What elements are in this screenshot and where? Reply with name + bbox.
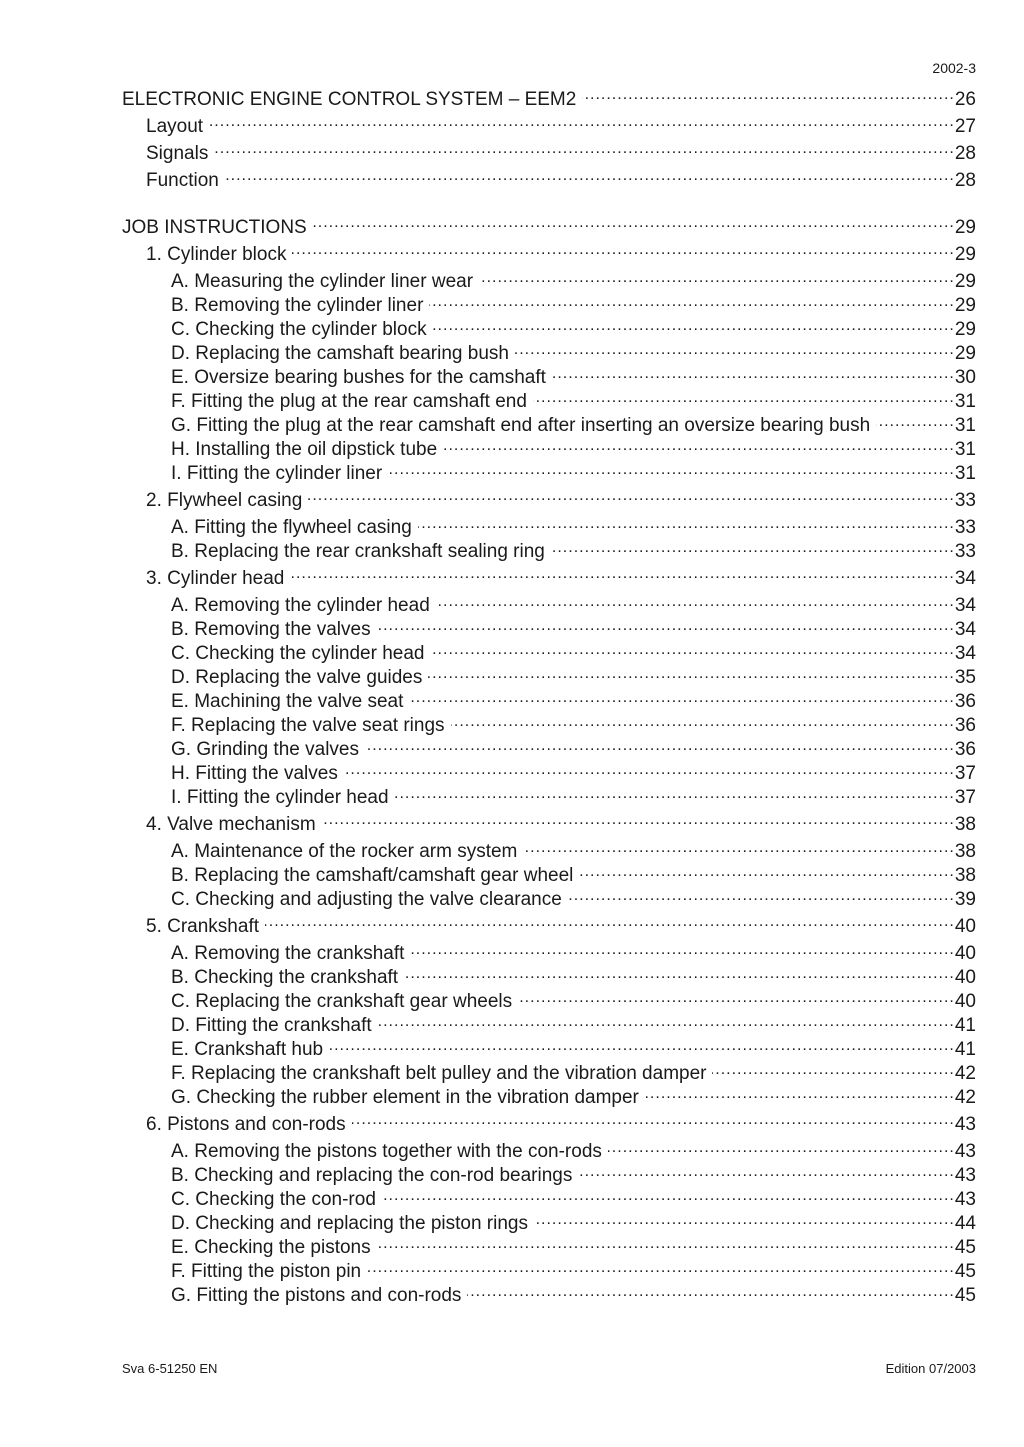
toc-item[interactable] xyxy=(122,886,976,910)
toc-item[interactable] xyxy=(122,1162,976,1186)
toc-item[interactable] xyxy=(122,1060,976,1084)
toc-dot-leader xyxy=(579,862,954,881)
toc-title: B. Replacing the rear crankshaft sealing ring xyxy=(171,541,545,562)
toc-dot-leader xyxy=(409,688,955,707)
toc-page-number: 36 xyxy=(954,739,976,760)
table-of-contents xyxy=(122,86,976,1306)
toc-chapter[interactable] xyxy=(122,140,976,167)
toc-dot-leader xyxy=(313,214,955,233)
toc-item[interactable] xyxy=(122,1234,976,1258)
toc-chapter[interactable] xyxy=(122,811,976,838)
toc-page-number: 39 xyxy=(954,889,976,910)
toc-title: C. Checking the cylinder head xyxy=(171,643,425,664)
toc-item[interactable] xyxy=(122,538,976,562)
toc-title: C. Replacing the crankshaft gear wheels xyxy=(171,991,513,1012)
toc-item[interactable] xyxy=(122,364,976,388)
toc-item[interactable] xyxy=(122,1012,976,1036)
toc-dot-leader xyxy=(479,268,955,287)
toc-page-number: 33 xyxy=(954,517,976,538)
toc-item[interactable] xyxy=(122,1138,976,1162)
toc-item[interactable] xyxy=(122,988,976,1012)
toc-title: A. Removing the cylinder head xyxy=(171,595,430,616)
toc-dot-leader xyxy=(515,340,955,359)
toc-title: 4. Valve mechanism xyxy=(146,814,316,835)
toc-title: B. Checking the crankshaft xyxy=(171,967,399,988)
toc-chapter[interactable] xyxy=(122,241,976,268)
toc-title: 5. Crankshaft xyxy=(146,916,259,937)
toc-dot-leader xyxy=(378,1012,955,1031)
toc-dot-leader xyxy=(534,1210,955,1229)
toc-title: D. Checking and replacing the piston rings xyxy=(171,1213,528,1234)
toc-item[interactable] xyxy=(122,688,976,712)
toc-item[interactable] xyxy=(122,760,976,784)
toc-item[interactable] xyxy=(122,712,976,736)
toc-page-number: 31 xyxy=(954,391,976,412)
toc-page-number: 27 xyxy=(954,116,976,137)
toc-title: Function xyxy=(146,170,219,191)
toc-title: D. Fitting the crankshaft xyxy=(171,1015,372,1036)
toc-item[interactable] xyxy=(122,1036,976,1060)
toc-title: A. Removing the pistons together with the con-rods xyxy=(171,1141,602,1162)
toc-title: H. Installing the oil dipstick tube xyxy=(171,439,438,460)
toc-dot-leader xyxy=(433,316,955,335)
toc-page-number: 30 xyxy=(954,367,976,388)
toc-item[interactable] xyxy=(122,838,976,862)
toc-page-number: 31 xyxy=(954,439,976,460)
toc-dot-leader xyxy=(523,838,954,857)
toc-page-number: 40 xyxy=(954,943,976,964)
toc-item[interactable] xyxy=(122,388,976,412)
toc-dot-leader xyxy=(377,1234,955,1253)
toc-title: 3. Cylinder head xyxy=(146,568,285,589)
toc-title: I. Fitting the cylinder liner xyxy=(171,463,383,484)
toc-chapter[interactable] xyxy=(122,487,976,514)
toc-page-number: 34 xyxy=(954,568,976,589)
toc-page-number: 41 xyxy=(954,1039,976,1060)
toc-dot-leader xyxy=(377,616,955,635)
toc-title: 1. Cylinder block xyxy=(146,244,287,265)
toc-title: G. Grinding the valves xyxy=(171,739,359,760)
toc-dot-leader xyxy=(518,988,955,1007)
toc-title: B. Removing the cylinder liner xyxy=(171,295,424,316)
toc-page-number: 38 xyxy=(954,865,976,886)
toc-item[interactable] xyxy=(122,736,976,760)
toc-title: H. Fitting the valves xyxy=(171,763,338,784)
toc-dot-leader xyxy=(645,1084,955,1103)
toc-page-number: 31 xyxy=(954,415,976,436)
toc-page-number: 34 xyxy=(954,619,976,640)
toc-dot-leader xyxy=(365,736,955,755)
toc-item[interactable] xyxy=(122,316,976,340)
toc-item[interactable] xyxy=(122,940,976,964)
toc-page-number: 29 xyxy=(954,244,976,265)
toc-title: Layout xyxy=(146,116,204,137)
toc-dot-leader xyxy=(451,712,955,731)
toc-title: A. Fitting the flywheel casing xyxy=(171,517,412,538)
toc-title: I. Fitting the cylinder head xyxy=(171,787,389,808)
toc-title: B. Checking and replacing the con-rod bearings xyxy=(171,1165,573,1186)
toc-page-number: 29 xyxy=(954,343,976,364)
page-number: 2002-3 xyxy=(932,60,976,76)
toc-item[interactable] xyxy=(122,784,976,808)
toc-item[interactable] xyxy=(122,1258,976,1282)
toc-title: E. Machining the valve seat xyxy=(171,691,404,712)
toc-dot-leader xyxy=(443,436,955,455)
toc-item[interactable] xyxy=(122,412,976,436)
toc-item[interactable] xyxy=(122,436,976,460)
toc-dot-leader xyxy=(712,1060,954,1079)
edition-label: Edition 07/2003 xyxy=(885,1361,976,1376)
toc-dot-leader xyxy=(308,487,955,506)
toc-dot-leader xyxy=(436,592,955,611)
toc-page-number: 45 xyxy=(954,1285,976,1306)
toc-dot-leader xyxy=(209,113,955,132)
toc-dot-leader xyxy=(265,913,955,932)
toc-chapter[interactable] xyxy=(122,113,976,140)
toc-page-number: 42 xyxy=(954,1063,976,1084)
toc-item[interactable] xyxy=(122,292,976,316)
toc-title: A. Measuring the cylinder liner wear xyxy=(171,271,474,292)
toc-dot-leader xyxy=(533,388,955,407)
toc-page-number: 43 xyxy=(954,1165,976,1186)
toc-page-number: 40 xyxy=(954,967,976,988)
toc-page-number: 34 xyxy=(954,595,976,616)
toc-chapter[interactable] xyxy=(122,1111,976,1138)
toc-dot-leader xyxy=(578,1162,955,1181)
toc-page-number: 34 xyxy=(954,643,976,664)
toc-title: B. Replacing the camshaft/camshaft gear wheel xyxy=(171,865,574,886)
toc-page-number: 36 xyxy=(954,715,976,736)
toc-section[interactable] xyxy=(122,86,976,113)
toc-dot-leader xyxy=(367,1258,955,1277)
toc-item[interactable] xyxy=(122,1186,976,1210)
toc-title: E. Checking the pistons xyxy=(171,1237,371,1258)
toc-dot-leader xyxy=(404,964,955,983)
toc-item[interactable] xyxy=(122,1210,976,1234)
toc-title: F. Replacing the valve seat rings xyxy=(171,715,445,736)
toc-dot-leader xyxy=(429,292,954,311)
toc-title: B. Removing the valves xyxy=(171,619,371,640)
toc-title: D. Replacing the camshaft bearing bush xyxy=(171,343,509,364)
toc-dot-leader xyxy=(225,167,955,186)
toc-dot-leader xyxy=(552,364,955,383)
toc-section[interactable] xyxy=(122,214,976,241)
toc-page-number: 38 xyxy=(954,841,976,862)
toc-dot-leader xyxy=(388,460,955,479)
toc-page-number: 41 xyxy=(954,1015,976,1036)
toc-dot-leader xyxy=(292,241,954,260)
toc-title: C. Checking the cylinder block xyxy=(171,319,427,340)
toc-page-number: 29 xyxy=(954,217,976,238)
toc-item[interactable] xyxy=(122,340,976,364)
toc-item[interactable] xyxy=(122,1084,976,1108)
toc-title: E. Crankshaft hub xyxy=(171,1039,324,1060)
toc-title: F. Replacing the crankshaft belt pulley and the vibration damper xyxy=(171,1063,707,1084)
toc-dot-leader xyxy=(352,1111,955,1130)
toc-chapter[interactable] xyxy=(122,167,976,194)
toc-item[interactable] xyxy=(122,460,976,484)
toc-page-number: 43 xyxy=(954,1114,976,1135)
toc-dot-leader xyxy=(430,640,954,659)
toc-page-number: 26 xyxy=(954,89,976,110)
toc-title: A. Removing the crankshaft xyxy=(171,943,405,964)
toc-title: ELECTRONIC ENGINE CONTROL SYSTEM – EEM2 xyxy=(122,89,577,110)
toc-item[interactable] xyxy=(122,964,976,988)
toc-chapter[interactable] xyxy=(122,913,976,940)
toc-page-number: 40 xyxy=(954,916,976,937)
toc-title: 6. Pistons and con-rods xyxy=(146,1114,346,1135)
toc-dot-leader xyxy=(322,811,955,830)
toc-page-number: 38 xyxy=(954,814,976,835)
toc-page-number: 44 xyxy=(954,1213,976,1234)
toc-dot-leader xyxy=(418,514,955,533)
toc-dot-leader xyxy=(608,1138,955,1157)
toc-page-number: 42 xyxy=(954,1087,976,1108)
toc-chapter[interactable] xyxy=(122,565,976,592)
toc-page-number: 29 xyxy=(954,271,976,292)
toc-dot-leader xyxy=(568,886,955,905)
toc-dot-leader xyxy=(467,1282,954,1301)
toc-title: G. Fitting the pistons and con-rods xyxy=(171,1285,462,1306)
toc-dot-leader xyxy=(344,760,955,779)
toc-page-number: 33 xyxy=(954,541,976,562)
toc-title: C. Checking the con-rod xyxy=(171,1189,376,1210)
toc-dot-leader xyxy=(290,565,954,584)
toc-dot-leader xyxy=(395,784,955,803)
toc-item[interactable] xyxy=(122,514,976,538)
toc-item[interactable] xyxy=(122,862,976,886)
toc-item[interactable] xyxy=(122,640,976,664)
toc-dot-leader xyxy=(428,664,954,683)
toc-dot-leader xyxy=(582,86,955,105)
toc-page-number: 45 xyxy=(954,1237,976,1258)
toc-page-number: 37 xyxy=(954,787,976,808)
document-code: Sva 6-51250 EN xyxy=(122,1361,218,1376)
toc-title: G. Checking the rubber element in the vibration damper xyxy=(171,1087,639,1108)
toc-page-number: 37 xyxy=(954,763,976,784)
toc-title: F. Fitting the piston pin xyxy=(171,1261,362,1282)
toc-title: G. Fitting the plug at the rear camshaft end after inserting an oversize bearing bush xyxy=(171,415,871,436)
toc-item[interactable] xyxy=(122,616,976,640)
toc-page-number: 40 xyxy=(954,991,976,1012)
toc-item[interactable] xyxy=(122,664,976,688)
toc-page-number: 28 xyxy=(954,143,976,164)
toc-title: D. Replacing the valve guides xyxy=(171,667,423,688)
toc-title: C. Checking and adjusting the valve clearance xyxy=(171,889,562,910)
toc-page-number: 31 xyxy=(954,463,976,484)
toc-page-number: 33 xyxy=(954,490,976,511)
toc-title: A. Maintenance of the rocker arm system xyxy=(171,841,518,862)
toc-dot-leader xyxy=(329,1036,955,1055)
toc-page-number: 43 xyxy=(954,1141,976,1162)
toc-page-number: 29 xyxy=(954,295,976,316)
toc-dot-leader xyxy=(214,140,955,159)
toc-page-number: 45 xyxy=(954,1261,976,1282)
toc-dot-leader xyxy=(551,538,955,557)
toc-title: JOB INSTRUCTIONS xyxy=(122,217,307,238)
toc-page-number: 36 xyxy=(954,691,976,712)
toc-dot-leader xyxy=(876,412,955,431)
toc-title: 2. Flywheel casing xyxy=(146,490,303,511)
toc-dot-leader xyxy=(382,1186,955,1205)
toc-page-number: 28 xyxy=(954,170,976,191)
toc-item[interactable] xyxy=(122,592,976,616)
toc-page-number: 35 xyxy=(954,667,976,688)
toc-item[interactable] xyxy=(122,1282,976,1306)
toc-title: E. Oversize bearing bushes for the camshaft xyxy=(171,367,546,388)
toc-item[interactable] xyxy=(122,268,976,292)
toc-title: F. Fitting the plug at the rear camshaft end xyxy=(171,391,527,412)
toc-dot-leader xyxy=(410,940,954,959)
toc-page-number: 43 xyxy=(954,1189,976,1210)
toc-title: Signals xyxy=(146,143,209,164)
toc-page-number: 29 xyxy=(954,319,976,340)
